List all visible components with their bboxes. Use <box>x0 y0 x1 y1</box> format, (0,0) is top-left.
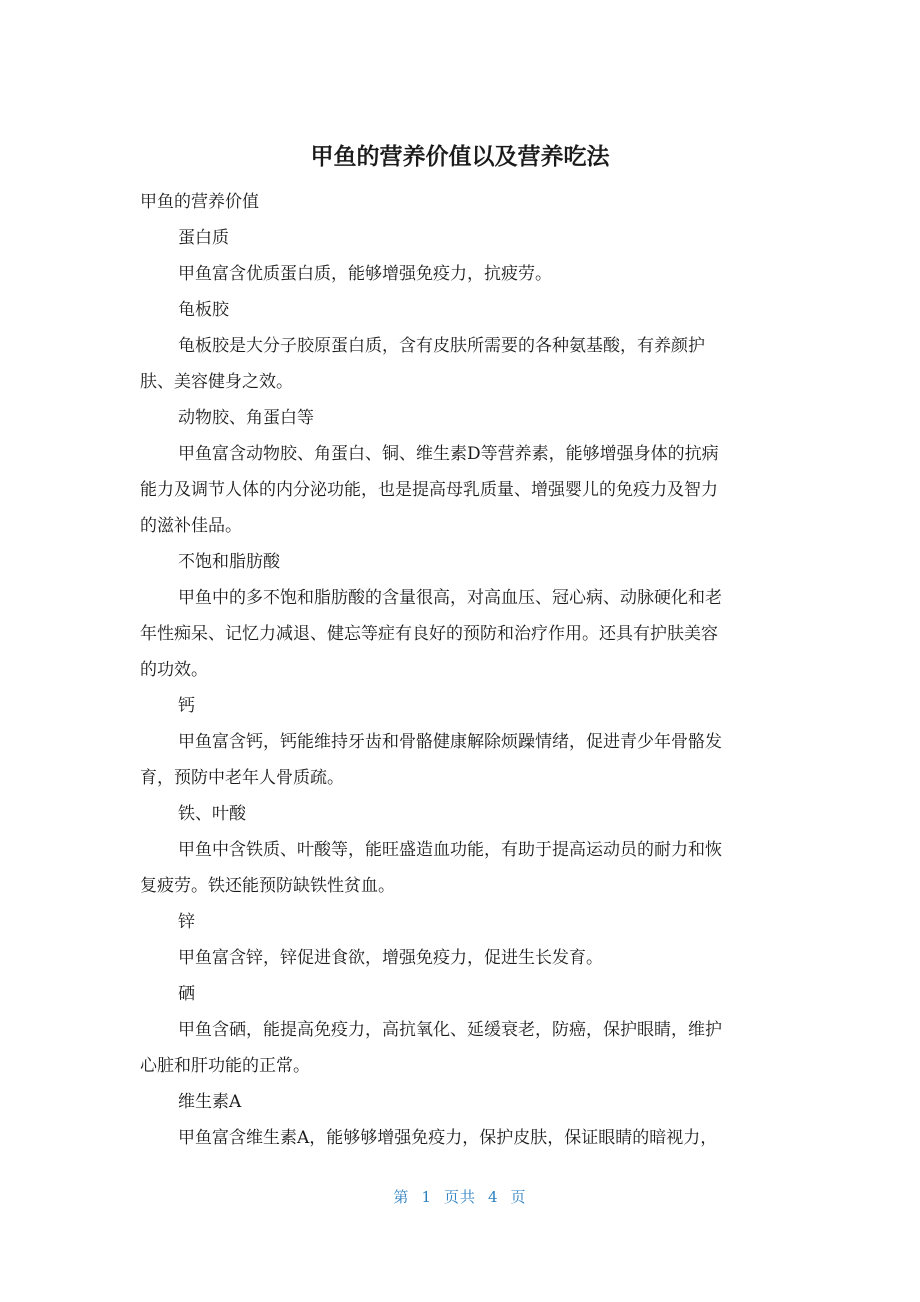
text-line: 的功效。 <box>140 660 208 680</box>
text-line: 心脏和肝功能的正常。 <box>140 1056 310 1076</box>
document-title: 甲鱼的营养价值以及营养吃法 <box>310 144 610 170</box>
footer-suffix: 页 <box>510 1188 527 1206</box>
footer-middle: 页共 <box>443 1188 476 1206</box>
text-line: 甲鱼富含动物胶、角蛋白、铜、维生素D等营养素，能够增强身体的抗病 <box>178 444 719 464</box>
text-line: 龟板胶 <box>178 300 229 320</box>
text-line: 复疲劳。铁还能预防缺铁性贫血。 <box>140 876 395 896</box>
text-line: 甲鱼中含铁质、叶酸等，能旺盛造血功能，有助于提高运动员的耐力和恢 <box>178 840 722 860</box>
text-line: 不饱和脂肪酸 <box>178 552 280 572</box>
text-line: 能力及调节人体的内分泌功能，也是提高母乳质量、增强婴儿的免疫力及智力 <box>140 480 718 500</box>
text-line: 铁、叶酸 <box>178 804 246 824</box>
section-heading: 甲鱼的营养价值 <box>140 192 259 212</box>
text-line: 甲鱼富含维生素A，能够够增强免疫力，保护皮肤，保证眼睛的暗视力， <box>178 1128 718 1148</box>
text-line: 蛋白质 <box>178 228 229 248</box>
text-line: 肤、美容健身之效。 <box>140 372 293 392</box>
text-line: 钙 <box>178 696 195 716</box>
paragraph-list <box>140 220 776 1156</box>
text-line: 龟板胶是大分子胶原蛋白质，含有皮肤所需要的各种氨基酸，有养颜护 <box>178 336 705 356</box>
text-line: 甲鱼含硒，能提高免疫力，高抗氧化、延缓衰老，防癌，保护眼睛，维护 <box>178 1020 722 1040</box>
text-line: 甲鱼富含钙，钙能维持牙齿和骨骼健康解除烦躁情绪，促进青少年骨骼发 <box>178 732 722 752</box>
footer-total-pages: 4 <box>488 1188 499 1206</box>
text-line: 甲鱼富含锌，锌促进食欲，增强免疫力，促进生长发育。 <box>178 948 603 968</box>
footer-prefix: 第 <box>393 1188 410 1206</box>
text-line: 甲鱼中的多不饱和脂肪酸的含量很高，对高血压、冠心病、动脉硬化和老 <box>178 588 722 608</box>
text-line: 的滋补佳品。 <box>140 516 242 536</box>
text-line: 育，预防中老年人骨质疏。 <box>140 768 344 788</box>
text-line: 年性痴呆、记忆力减退、健忘等症有良好的预防和治疗作用。还具有护肤美容 <box>140 624 718 644</box>
text-line: 锌 <box>178 912 195 932</box>
text-line: 维生素A <box>178 1092 242 1112</box>
page-footer <box>0 1185 920 1209</box>
footer-current-page: 1 <box>421 1188 432 1206</box>
text-line: 甲鱼富含优质蛋白质，能够增强免疫力，抗疲劳。 <box>178 264 552 284</box>
document-body <box>140 184 776 1156</box>
text-line: 动物胶、角蛋白等 <box>178 408 314 428</box>
text-line: 硒 <box>178 984 195 1004</box>
